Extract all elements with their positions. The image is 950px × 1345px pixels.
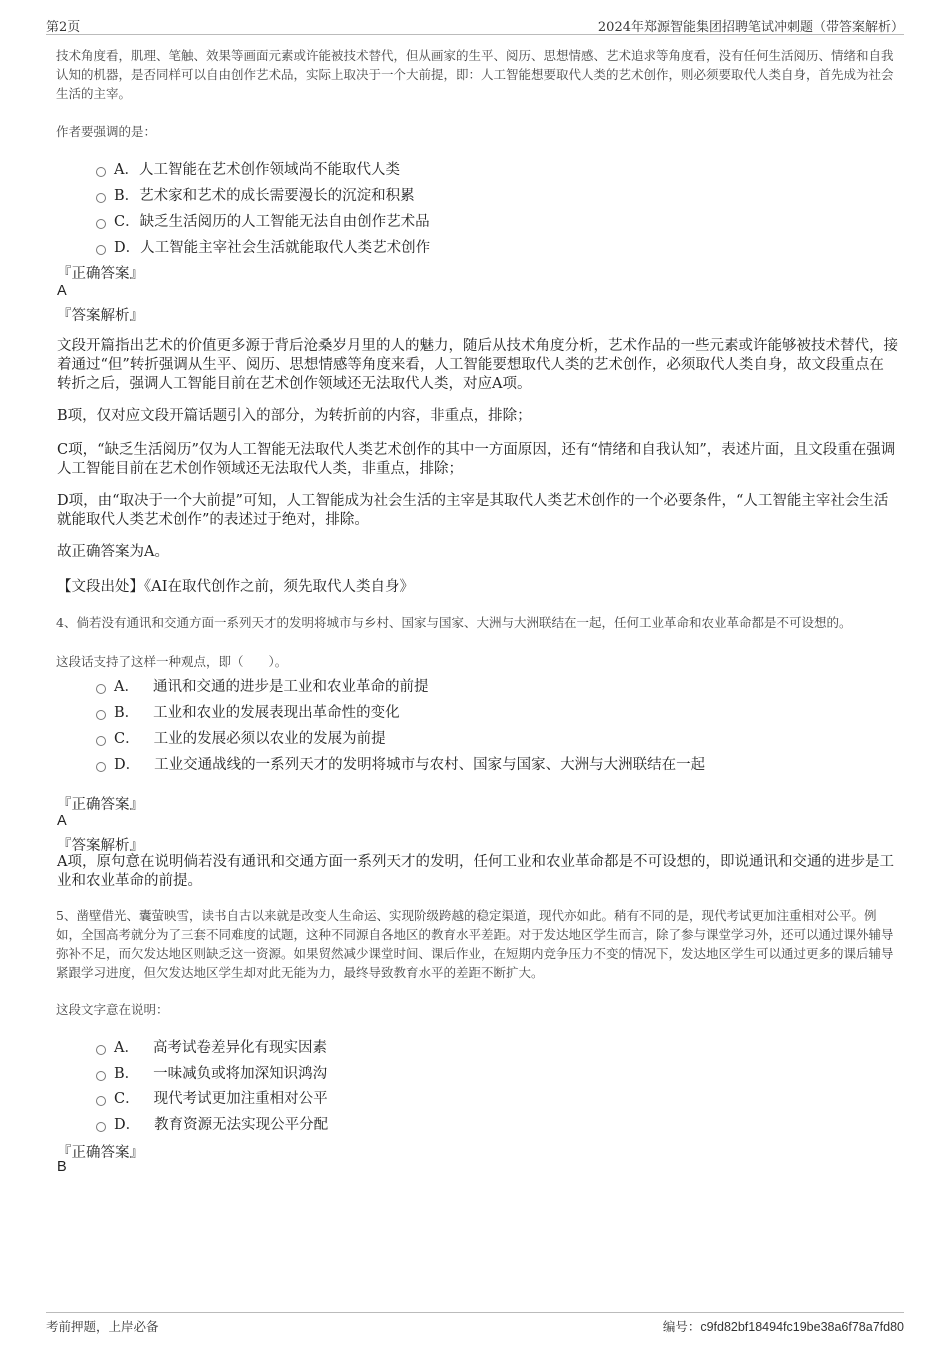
q3-option-d[interactable]: D．人工智能主宰社会生活就能取代人类艺术创作 xyxy=(96,236,430,257)
q3-conclusion: 故正确答案为A。 xyxy=(57,544,169,560)
q5-stem: 5、凿壁借光、囊萤映雪，读书自古以来就是改变人生命运、实现阶级跨越的稳定渠道，现代亦如此。稍有不同的是，现代考试更加注重相对公平。例如，全国高考就分为了三套不同难度的试题，这种不同源自各地区的教育水平差距。对于发达地区学生而言，除了参与课堂学习外，还可以通过课外辅导弥补不足，而欠发达地区则缺乏这一资源。如果贸然减少课堂时间、课后作业，在短期内竞争压力不变的情况下，发达地区学生可以通过更多的课后辅导紧跟学习进度，但欠发达地区学生却对此无能为力，最终导致教育水平的差距不断扩大。 xyxy=(56,908,894,980)
q4-option-d[interactable]: D． 工业交通战线的一系列天才的发明将城市与农村、国家与国家、大洲与大洲联结在一起 xyxy=(96,753,705,774)
q5-answer: B xyxy=(57,1159,67,1175)
q5-option-c[interactable]: C． 现代考试更加注重相对公平 xyxy=(96,1087,328,1108)
q4-stem: 4、倘若没有通讯和交通方面一系列天才的发明将城市与乡村、国家与国家、大洲与大洲联结在一起，任何工业革命和农业革命都是不可设想的。 xyxy=(56,615,852,630)
q3-option-b[interactable]: B．艺术家和艺术的成长需要漫长的沉淀和积累 xyxy=(96,184,415,205)
q3-analysis-2: B项，仅对应文段开篇话题引入的部分，为转折前的内容，非重点，排除； xyxy=(57,408,532,424)
radio-icon[interactable] xyxy=(96,245,106,255)
page-number: 第2页 xyxy=(46,20,81,35)
page-header xyxy=(46,14,904,35)
radio-icon[interactable] xyxy=(96,1096,106,1106)
q4-answer-label: 『正确答案』 xyxy=(57,797,144,813)
q4-answer: A xyxy=(57,813,67,829)
q3-answer-label: 『正确答案』 xyxy=(57,266,144,282)
q3-analysis-1: 文段开篇指出艺术的价值更多源于背后沧桑岁月里的人的魅力，随后从技术角度分析，艺术作品的一些元素或许能够被技术替代，接着通过“但”转折强调从生平、阅历、思想情感等角度来看，人工智能要想取代人类的艺术创作，必须取代人类自身，故文段重点在转折之后，强调人工智能目前在艺术创作领域还无法取代人类，对应A项。 xyxy=(57,338,898,392)
radio-icon[interactable] xyxy=(96,193,106,203)
radio-icon[interactable] xyxy=(96,710,106,720)
radio-icon[interactable] xyxy=(96,1071,106,1081)
radio-icon[interactable] xyxy=(96,762,106,772)
q5-option-a[interactable]: A． 高考试卷差异化有现实因素 xyxy=(96,1036,327,1057)
q3-analysis-3: C项，“缺乏生活阅历”仅为人工智能无法取代人类艺术创作的其中一方面原因，还有“情绪和自我认知”，表述片面，且文段重在强调人工智能目前在艺术创作领域还无法取代人类，非重点，排除； xyxy=(57,442,896,477)
q3-passage-end: 技术角度看，肌理、笔触、效果等画面元素或许能被技术替代，但从画家的生平、阅历、思想情感、艺术追求等角度看，没有任何生活阅历、情绪和自我认知的机器，是否同样可以自由创作艺术品，实际上取决于一个大前提，即：人工智能想要取代人类的艺术创作，则必须要取代人类自身，首先成为社会生活的主宰。 xyxy=(56,48,894,101)
q4-question: 这段话支持了这样一种观点，即（ ）。 xyxy=(56,654,288,669)
q3-analysis-label: 『答案解析』 xyxy=(57,308,144,324)
q5-answer-label: 『正确答案』 xyxy=(57,1145,144,1161)
q3-answer: A xyxy=(57,283,67,299)
q4-option-c[interactable]: C． 工业的发展必须以农业的发展为前提 xyxy=(96,727,386,748)
q3-source: 【文段出处】《AI在取代创作之前，须先取代人类自身》 xyxy=(57,579,414,595)
q3-analysis-4: D项，由“取决于一个大前提”可知，人工智能成为社会生活的主宰是其取代人类艺术创作的一个必要条件，“人工智能主宰社会生活就能取代人类艺术创作”的表述过于绝对，排除。 xyxy=(57,493,889,528)
q4-option-a[interactable]: A． 通讯和交通的进步是工业和农业革命的前提 xyxy=(96,675,428,696)
radio-icon[interactable] xyxy=(96,167,106,177)
radio-icon[interactable] xyxy=(96,736,106,746)
q5-question: 这段文字意在说明： xyxy=(56,1002,169,1017)
radio-icon[interactable] xyxy=(96,684,106,694)
q3-option-a[interactable]: A．人工智能在艺术创作领域尚不能取代人类 xyxy=(96,158,400,179)
footer-slogan: 考前押题，上岸必备 xyxy=(46,1319,159,1334)
document-title: 2024年郑源智能集团招聘笔试冲刺题（带答案解析） xyxy=(597,20,904,35)
q5-option-d[interactable]: D． 教育资源无法实现公平分配 xyxy=(96,1113,328,1134)
q3-option-c[interactable]: C．缺乏生活阅历的人工智能无法自由创作艺术品 xyxy=(96,210,430,231)
q4-analysis: A项，原句意在说明倘若没有通讯和交通方面一系列天才的发明，任何工业和农业革命都是不可设想的，即说通讯和交通的进步是工业和农业革命的前提。 xyxy=(57,854,894,889)
radio-icon[interactable] xyxy=(96,219,106,229)
page-footer xyxy=(46,1312,904,1335)
q5-option-b[interactable]: B． 一味减负或将加深知识鸿沟 xyxy=(96,1062,327,1083)
q3-stem: 作者要强调的是： xyxy=(56,124,157,139)
radio-icon[interactable] xyxy=(96,1122,106,1132)
footer-code: 编号：c9fd82bf18494fc19be38a6f78a7fd80 xyxy=(662,1319,904,1334)
q4-analysis-label: 『答案解析』 xyxy=(57,838,144,854)
radio-icon[interactable] xyxy=(96,1045,106,1055)
q4-option-b[interactable]: B． 工业和农业的发展表现出革命性的变化 xyxy=(96,701,400,722)
